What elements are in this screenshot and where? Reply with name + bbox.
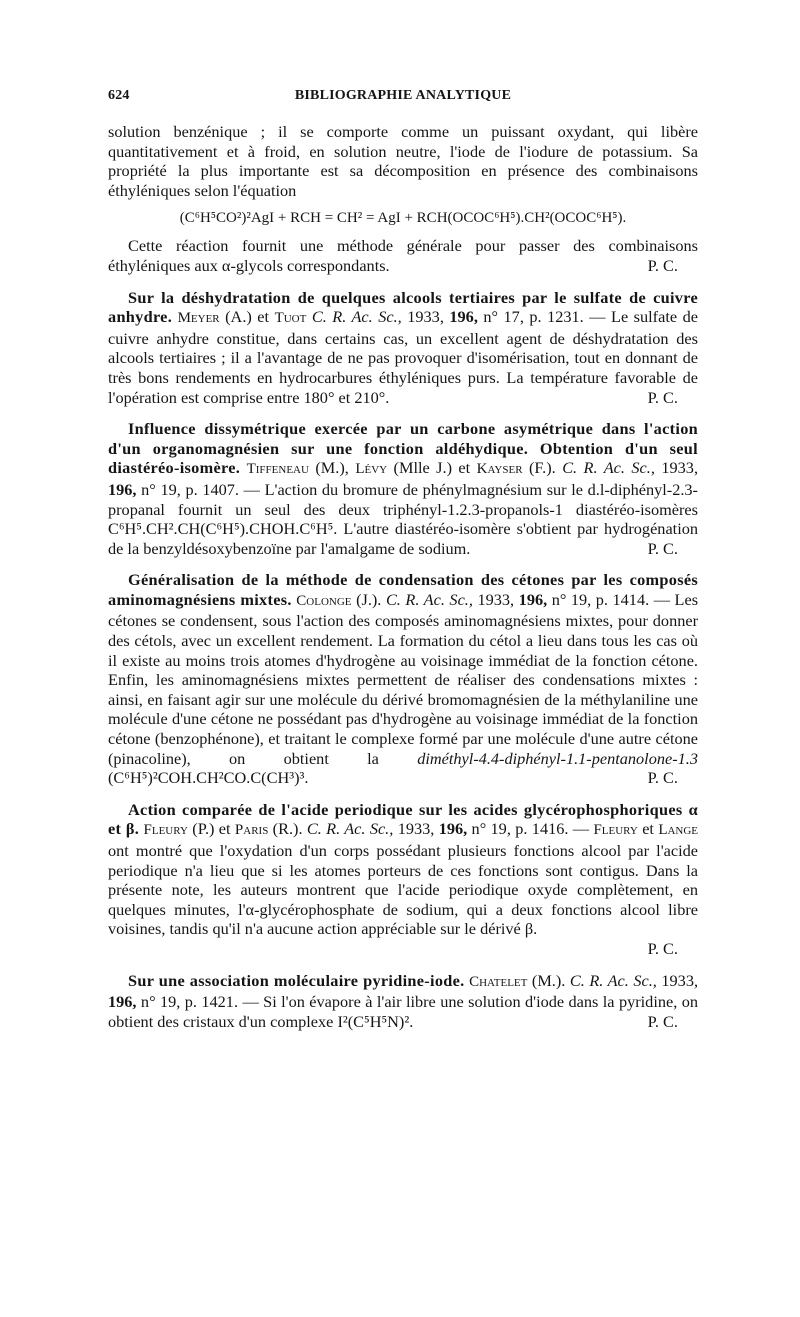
volume: 196,	[518, 589, 548, 609]
author: Chatelet	[469, 973, 528, 990]
abstract-entry: Action comparée de l'acide periodique sur les acides glycérophosphoriques α et β. Fleury (P.) et Paris (R.). C. R. Ac. Sc., 1933, 196, n° 19, p. 1416. — Fleury et Lange ont montré que l'oxydation d'un corps possédant plusieurs fonctions alcool par l'acide periodique n'a lieu que si les atomes porteurs de ces fonctions sont contigus. Dans la présente note, les auteurs montrent que l'acide periodique oxyde complètement, en quelques minutes, l'α-glycérophosphate de sodium, qui a deux fonctions alcool libre voisines, tandis qu'il n'a aucune action appréciable sur le dérivé β.	[108, 799, 699, 939]
author: Lange	[658, 822, 699, 839]
entry-title: Généralisation de la méthode de condensation des cétones par les composés aminomagnésiens mixtes.	[108, 570, 698, 609]
intro-paragraph: solution benzénique ; il se comporte comme un puissant oxydant, qui libère quantitativement et à froid, en solution neutre, l'iode de l'iodure de potassium. Sa propriété la plus importante est sa décomposition en présence des combinaisons éthyléniques selon l'équation	[108, 122, 698, 200]
author: Colonge	[296, 592, 352, 609]
author: Kayser	[476, 461, 523, 478]
entry-body: Si l'on évapore à l'air libre une solution d'iode dans la pyridine, on obtient des cristaux d'un complexe I²(C⁵H⁵N)².	[108, 992, 698, 1031]
abstract-entry: Influence dissymétrique exercée par un carbone asymétrique dans l'action d'un organomagnésien sur une fonction aldéhydique. Obtention d'un seul diastéréo-isomère. Tiffeneau (M.), Lévy (Mlle J.) et Kayser (F.). C. R. Ac. Sc., 1933, 196, n° 19, p. 1407. — L'action du bromure de phénylmagnésium sur le d.l-diphényl-2.3-propanal fournit un seul des deux triphényl-1.2.3-propanols-1 diastéréo-isomères C⁶H⁵.CH².CH(C⁶H⁵).CHOH.C⁶H⁵. L'autre diastéréo-isomère s'obtient par hydrogénation de la benzyldésoxybenzoïne par l'amalgame de sodium. P. C.	[108, 419, 699, 558]
compound-formula: (C⁶H⁵)²COH.CH²CO.C(CH³)³.	[108, 768, 309, 788]
journal: C. R. Ac. Sc.,	[562, 458, 655, 478]
running-header	[108, 88, 698, 112]
page	[108, 88, 698, 1031]
volume: 196,	[108, 479, 137, 499]
entry-title: Influence dissymétrique exercée par un carbone asymétrique dans l'action d'un organomagnésien sur une fonction aldéhydique. Obtention d'un seul diastéréo-isomère.	[108, 419, 698, 478]
volume: 196,	[438, 819, 468, 839]
volume: 196,	[449, 307, 478, 327]
abstract-entry: Sur une association moléculaire pyridine-iode. Chatelet (M.). C. R. Ac. Sc., 1933, 196, n° 19, p. 1421. — Si l'on évapore à l'air libre une solution d'iode dans la pyridine, on obtient des cristaux d'un complexe I²(C⁵H⁵N)². P. C.	[108, 970, 699, 1031]
journal: C. R. Ac. Sc.,	[306, 819, 394, 839]
journal: C. R. Ac. Sc.,	[385, 589, 473, 609]
author: Tiffeneau	[246, 461, 309, 478]
page-number: 624	[108, 88, 130, 103]
signature: P. C.	[647, 768, 678, 788]
abstract-entry: Sur la déshydratation de quelques alcools tertiaires par le sulfate de cuivre anhydre. Meyer (A.) et Tuot C. R. Ac. Sc., 1933, 196, n° 17, p. 1231. — Le sulfate de cuivre anhydre constitue, dans certains cas, un excellent agent de déshydratation des alcools tertiaires ; il a l'avantage de ne pas provoquer d'isomérisation, tout en donnant de très bons rendements en hydrocarbures éthyléniques purs. La température favorable de l'opération est comprise entre 180° et 210°. P. C.	[108, 287, 698, 407]
entry-title: Sur une association moléculaire pyridine-iode.	[128, 970, 465, 990]
signature: P. C.	[647, 938, 678, 958]
journal: C. R. Ac. Sc.,	[569, 970, 657, 990]
author: Paris	[234, 822, 269, 839]
abstract-entry: Généralisation de la méthode de condensation des cétones par les composés aminomagnésiens mixtes. Colonge (J.). C. R. Ac. Sc., 1933, 196, n° 19, p. 1414. — Les cétones se condensent, sous l'action des composés aminomagnésiens mixtes, pour donner des cétols, avec un excellent rendement. La formation du cétol a lieu dans tous les cas où il existe au moins trois atomes d'hydrogène au voisinage immédiat de la fonction cétone. Enfin, les aminomagnésiens mixtes permettent de réaliser des condensations mixtes : ainsi, en faisant agir sur une molécule du dérivé bromomagnésien de la méthylaniline une molécule d'une cétone ne possédant pas d'hydrogène au voisinage immédiat de la fonction cétone (benzophénone), et traitant le complexe formé par une molécule d'une autre cétone (pinacoline), on obtient la diméthyl-4.4-diphényl-1.1-pentanolone-1.3 (C⁶H⁵)²COH.CH²CO.C(CH³)³. P. C.	[108, 570, 699, 788]
compound-name: diméthyl-4.4-diphényl-1.1-pentanolone-1.3	[417, 748, 698, 768]
author: Meyer	[177, 310, 220, 327]
signature: P. C.	[647, 1011, 678, 1031]
author: Tuot	[274, 310, 307, 327]
author: Lévy	[355, 461, 388, 478]
signature: P. C.	[647, 255, 678, 275]
signature: P. C.	[647, 387, 678, 407]
signature: P. C.	[647, 538, 678, 558]
intro-conclusion: Cette réaction fournit une méthode générale pour passer des combinaisons éthyléniques aux α-glycols correspondants. P. C.	[108, 236, 698, 275]
entry-title: Action comparée de l'acide periodique sur les acides glycérophosphoriques α et β.	[108, 799, 698, 839]
entry-body: L'action du bromure de phénylmagnésium sur le d.l-diphényl-2.3-propanal fournit un seul des deux triphényl-1.2.3-propanols-1 diastéréo-isomères C⁶H⁵.CH².CH(C⁶H⁵).CHOH.C⁶H⁵. L'autre diastéréo-isomère s'obtient par hydrogénation de la benzyldésoxybenzoïne par l'amalgame de sodium.	[108, 479, 698, 558]
entry-title: Sur la déshydratation de quelques alcools tertiaires par le sulfate de cuivre anhydre.	[108, 287, 698, 327]
entry-body: Le sulfate de cuivre anhydre constitue, dans certains cas, un excellent agent de déshydratation des alcools tertiaires ; il a l'avantage de ne pas provoquer d'isomérisation, tout en donnant de très bons rendements en hydrocarbures éthyléniques purs. La température favorable de l'opération est comprise entre 180° et 210°.	[108, 307, 698, 407]
equation: (C⁶H⁵CO²)²AgI + RCH = CH² = AgI + RCH(OCOC⁶H⁵).CH²(OCOC⁶H⁵).	[179, 210, 627, 227]
entry-body: ont montré que l'oxydation d'un corps possédant plusieurs fonctions alcool par l'acide periodique n'a lieu que si les atomes porteurs de ces fonctions sont contigus. Dans la présente note, les auteurs montrent que l'acide periodique oxyde complètement, en quelques minutes, l'α-glycérophosphate de sodium, qui a deux fonctions alcool libre voisines, tandis qu'il n'a aucune action appréciable sur le dérivé β.	[108, 841, 698, 939]
author: Fleury	[593, 822, 638, 839]
journal: C. R. Ac. Sc.,	[311, 307, 402, 327]
author: Fleury	[143, 822, 188, 839]
entry-body: Les cétones se condensent, sous l'action des composés aminomagnésiens mixtes, pour donner des cétols, avec un excellent rendement. La formation du cétol a lieu dans tous les cas où il existe au moins trois atomes d'hydrogène au voisinage immédiat de la fonction cétone. Enfin, les aminomagnésiens mixtes permettent de réaliser des condensations mixtes : ainsi, en faisant agir sur une molécule du dérivé bromomagnésien de la méthylaniline une molécule d'une cétone ne possédant pas d'hydrogène au voisinage immédiat de la fonction cétone (benzophénone), et traitant le complexe formé par une molécule d'une autre cétone (pinacoline), on obtient la	[108, 589, 699, 768]
volume: 196,	[108, 992, 137, 1012]
running-title: BIBLIOGRAPHIE ANALYTIQUE	[294, 88, 512, 103]
